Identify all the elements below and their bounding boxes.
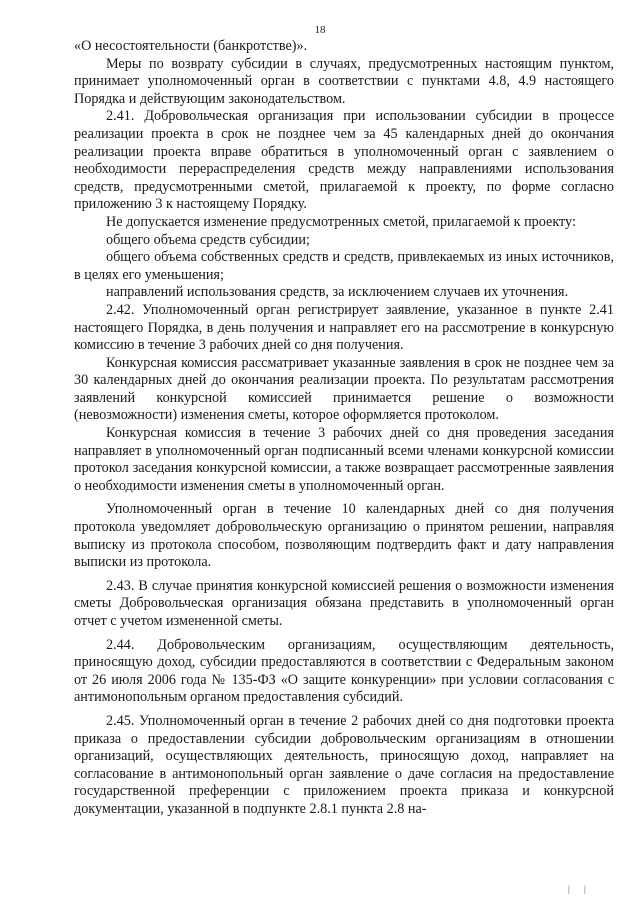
paragraph: Уполномоченный орган в течение 10 календарных дней со дня получения протокола уведомляет добровольческую организацию о принятом решении, направляя выписку из протокола способом, позволяющим подтвердить факт и дату направления выписки из протокола. <box>74 501 614 571</box>
paragraph: Не допускается изменение предусмотренных сметой, прилагаемой к проекту: <box>106 213 576 230</box>
paragraph: 2.43. В случае принятия конкурсной комиссией решения о возможности изменения сметы Добровольческая организация обязана представить в уполномоченный орган отчет с учетом измененной сметы. <box>74 577 614 629</box>
paragraph: 2.41. Добровольческая организация при использовании субсидии в процессе реализации проекта в срок не позднее чем за 45 календарных дней до окончания реализации проекта вправе обратиться в уполномоченный орган с заявлением о необходимости перераспределения средств между направлениями использования средств, предусмотренными сметой, прилагаемой к проекту, по форме согласно приложению 3 к настоящему Порядку. <box>74 108 614 213</box>
paragraph: Меры по возврату субсидии в случаях, предусмотренных настоящим пунктом, принимает уполномоченный орган в соответствии с пунктами 4.8, 4.9 настоящего Порядка и действующим законодательством. <box>74 55 614 107</box>
list-item: общего объема собственных средств и средств, привлекаемых из иных источников, в целях его уменьшения; <box>74 249 614 283</box>
paragraph: Конкурсная комиссия в течение 3 рабочих дней со дня проведения заседания направляет в уполномоченный орган подписанный всеми членами конкурсной комиссии протокол заседания конкурсной комиссии, а также возвращает рассмотренные заявления о необходимости изменения сметы в уполномоченный орган. <box>74 425 614 494</box>
scan-artifact: | | <box>568 884 592 894</box>
list-item: общего объема средств субсидии; <box>106 231 310 248</box>
document-body <box>74 38 614 819</box>
paragraph: 2.45. Уполномоченный орган в течение 2 рабочих дней со дня подготовки проекта приказа о предоставлении субсидии добровольческим организациям в отношении организаций, осуществляющих деятельность, приносящую доход, направляет на согласование в антимонопольный орган заявление о даче согласия на предоставление государственной преференции с приложением проекта приказа и конкурсной документации, указанной в подпункте 2.8.1 пункта 2.8 на- <box>74 712 614 817</box>
paragraph: 2.42. Уполномоченный орган регистрирует заявление, указанное в пункте 2.41 настоящего Порядка, в день получения и направляет его на рассмотрение в конкурсную комиссию в течение 3 рабочих дней со дня получения. <box>74 301 614 354</box>
paragraph: Конкурсная комиссия рассматривает указанные заявления в срок не позднее чем за 30 календарных дней до окончания реализации проекта. По результатам рассмотрения заявлений конкурсной комиссией принимается решение о возможности (невозможности) изменения сметы, которое оформляется протоколом. <box>74 354 614 424</box>
list-item: направлений использования средств, за исключением случаев их уточнения. <box>106 284 569 301</box>
paragraph: «О несостоятельности (банкротстве)». <box>74 38 308 54</box>
page-number: 18 <box>314 24 326 36</box>
paragraph: 2.44. Добровольческим организациям, осуществляющим деятельность, приносящую доход, субсидии предоставляются в соответствии с Федеральным законом от 26 июля 2006 года № 135-ФЗ «О защите конкуренции» при условии согласования с антимонопольным органом предоставления субсидий. <box>74 636 614 706</box>
